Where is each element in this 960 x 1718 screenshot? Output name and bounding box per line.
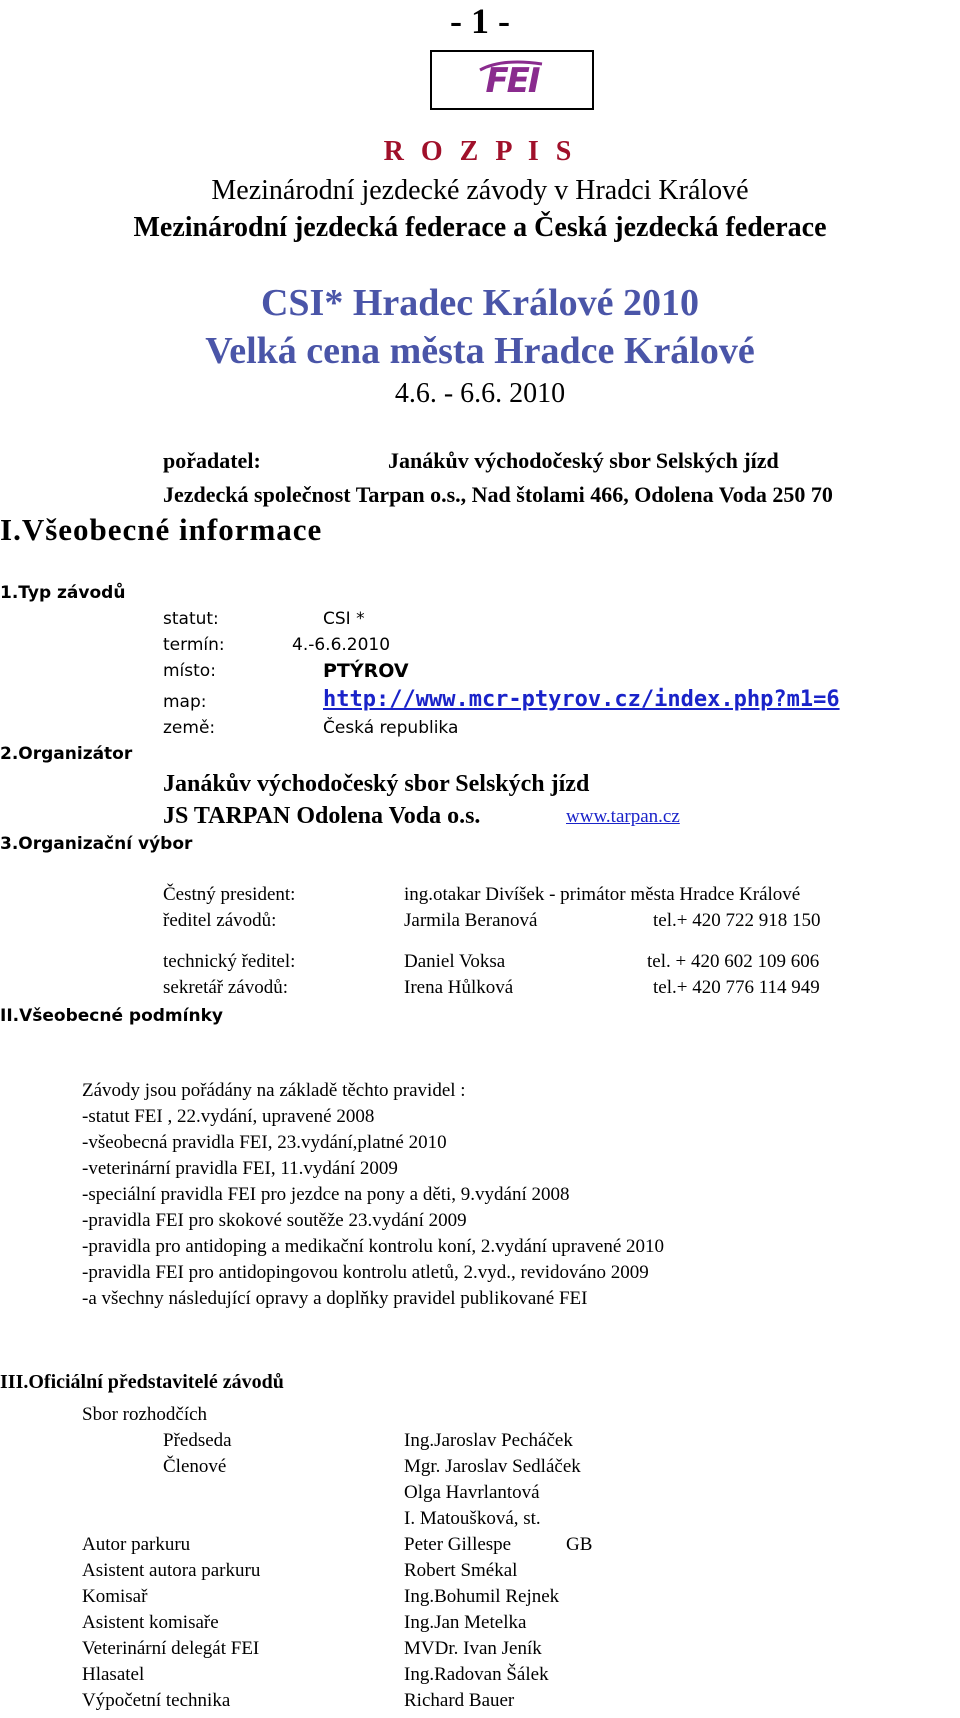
organizator-name-1: Janákův východočeský sbor Selských jízd	[163, 771, 590, 797]
statut-label: statut:	[163, 609, 219, 629]
fei-logo	[430, 50, 594, 110]
misto-value: PTÝROV	[323, 660, 409, 682]
termin-label: termín:	[163, 635, 225, 655]
vybor-role: Čestný president:	[163, 884, 296, 905]
vybor-name: Jarmila Beranová	[404, 910, 538, 931]
official-role: Hlasatel	[82, 1664, 145, 1685]
vybor-tel: tel.+ 420 722 918 150	[653, 910, 821, 931]
official-name: Olga Havrlantová	[404, 1482, 540, 1503]
organizer-address: Jezdecká společnost Tarpan o.s., Nad štolami 466, Odolena Voda 250 70	[163, 482, 833, 507]
vybor-name: ing.otakar Divíšek - primátor města Hradce Králové	[404, 884, 801, 905]
section-1-title: I.Všeobecné informace	[0, 512, 323, 547]
organizator-heading: 2.Organizátor	[0, 744, 133, 764]
official-name: Richard Bauer	[404, 1690, 515, 1711]
vybor-tel: tel.+ 420 776 114 949	[653, 977, 820, 998]
tarpan-web-link[interactable]: www.tarpan.cz	[566, 806, 680, 827]
vybor-name: Irena Hůlková	[404, 977, 514, 998]
official-name: Ing.Jan Metelka	[404, 1612, 527, 1633]
official-name: Mgr. Jaroslav Sedláček	[404, 1456, 581, 1477]
document-title: R O Z P I S	[383, 136, 577, 167]
termin-value: 4.-6.6.2010	[292, 635, 391, 655]
rules-line: -pravidla FEI pro antidopingovou kontrolu atletů, 2.vyd., revidováno 2009	[82, 1262, 649, 1283]
event-subtitle: Velká cena města Hradce Králové	[205, 330, 755, 372]
official-name: MVDr. Ivan Jeník	[404, 1638, 542, 1659]
zeme-value: Česká republika	[323, 718, 459, 738]
event-dates: 4.6. - 6.6. 2010	[394, 378, 566, 409]
section-2-title: II.Všeobecné podmínky	[0, 1006, 223, 1026]
official-role: Asistent komisaře	[82, 1612, 219, 1633]
vybor-tel: tel. + 420 602 109 606	[647, 951, 820, 972]
event-name: CSI* Hradec Králové 2010	[260, 282, 699, 324]
rules-line: -pravidla FEI pro skokové soutěže 23.vydání 2009	[82, 1210, 467, 1231]
rules-line: -pravidla pro antidoping a medikační kontrolu koní, 2.vydání upravené 2010	[82, 1236, 664, 1257]
vybor-role: technický ředitel:	[163, 951, 296, 972]
rules-line: -statut FEI , 22.vydání, upravené 2008	[82, 1106, 375, 1127]
typ-zavodu-heading: 1.Typ závodů	[0, 583, 126, 603]
statut-value: CSI *	[323, 609, 365, 629]
rules-line: -speciální pravidla FEI pro jezdce na pony a děti, 9.vydání 2008	[82, 1184, 570, 1205]
svg-text:FEI: FEI	[485, 61, 539, 101]
sbor-rozhodcich: Sbor rozhodčích	[82, 1404, 208, 1425]
subtitle-2: Mezinárodní jezdecká federace a Česká jezdecká federace	[133, 212, 827, 243]
rules-line: Závody jsou pořádány na základě těchto pravidel :	[82, 1080, 466, 1101]
vybor-role: ředitel závodů:	[163, 910, 277, 931]
rules-line: -všeobecná pravidla FEI, 23.vydání,platné 2010	[82, 1132, 447, 1153]
map-label: map:	[163, 692, 207, 712]
official-name: Robert Smékal	[404, 1560, 518, 1581]
official-name: I. Matoušková, st.	[404, 1508, 541, 1529]
official-role: Autor parkuru	[82, 1534, 191, 1555]
official-role: Veterinární delegát FEI	[82, 1638, 260, 1659]
organizer-line	[163, 448, 779, 474]
organizer-label: pořadatel:	[163, 448, 261, 473]
official-role: Výpočetní technika	[82, 1690, 231, 1711]
official-name: Ing.Jaroslav Pecháček	[404, 1430, 573, 1451]
official-name: Peter Gillespe	[404, 1534, 512, 1555]
official-country: GB	[566, 1534, 593, 1555]
official-role: Komisař	[82, 1586, 148, 1607]
zeme-label: země:	[163, 718, 216, 738]
vybor-role: sekretář závodů:	[163, 977, 289, 998]
rules-line: -a všechny následující opravy a doplňky pravidel publikované FEI	[82, 1288, 588, 1309]
official-role: Asistent autora parkuru	[82, 1560, 261, 1581]
misto-label: místo:	[163, 661, 216, 681]
rules-line: -veterinární pravidla FEI, 11.vydání 2009	[82, 1158, 398, 1179]
organizacni-vybor-heading: 3.Organizační výbor	[0, 834, 193, 854]
official-name: Ing.Bohumil Rejnek	[404, 1586, 560, 1607]
subtitle-1: Mezinárodní jezdecké závody v Hradci Králové	[211, 175, 749, 206]
organizator-name-2: JS TARPAN Odolena Voda o.s.	[163, 803, 481, 829]
official-name: Ing.Radovan Šálek	[404, 1664, 549, 1685]
section-3-title: III.Oficiální představitelé závodů	[0, 1371, 284, 1393]
official-role: Členové	[163, 1456, 227, 1477]
map-link[interactable]: http://www.mcr-ptyrov.cz/index.php?m1=6	[323, 687, 840, 712]
organizer-name: Janákův východočeský sbor Selských jízd	[388, 448, 779, 473]
vybor-name: Daniel Voksa	[404, 951, 506, 972]
page-number: - 1 -	[450, 1, 510, 41]
official-role: Předseda	[163, 1430, 232, 1451]
